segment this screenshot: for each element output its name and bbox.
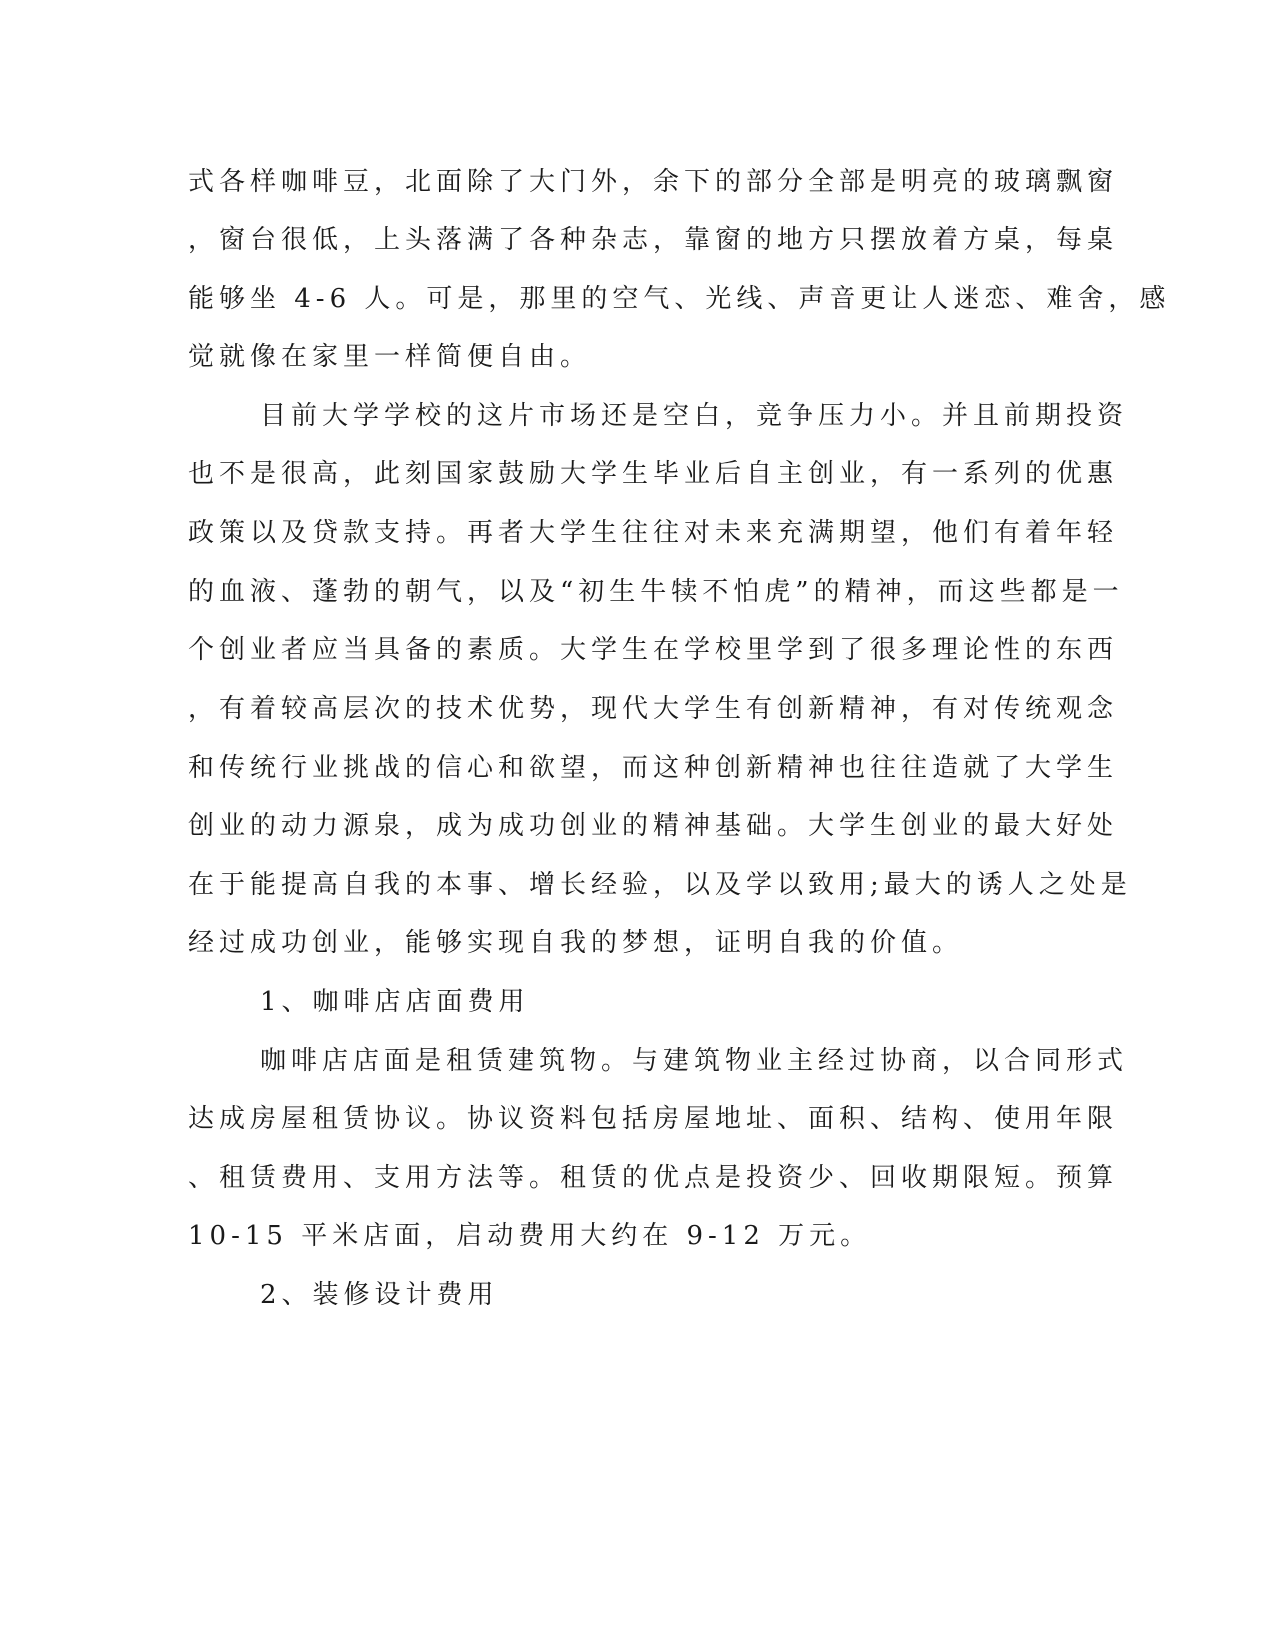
paragraph-line: 个创业者应当具备的素质。大学生在学校里学到了很多理论性的东西 bbox=[188, 635, 1119, 665]
paragraph-line: 目前大学学校的这片市场还是空白，竞争压力小。并且前期投资 bbox=[260, 401, 1129, 431]
paragraph-line: 能够坐 4-6 人。可是，那里的空气、光线、声音更让人迷恋、难舍，感 bbox=[188, 284, 1171, 314]
paragraph-line: 式各样咖啡豆，北面除了大门外，余下的部分全部是明亮的玻璃飘窗 bbox=[188, 167, 1119, 197]
paragraph-line: 、租赁费用、支用方法等。租赁的优点是投资少、回收期限短。预算 bbox=[188, 1163, 1119, 1193]
paragraph-line: 10-15 平米店面，启动费用大约在 9-12 万元。 bbox=[188, 1221, 872, 1251]
paragraph-line: 的血液、蓬勃的朝气，以及“初生牛犊不怕虎”的精神，而这些都是一 bbox=[188, 577, 1124, 607]
paragraph-line: 经过成功创业，能够实现自我的梦想，证明自我的价值。 bbox=[188, 928, 964, 958]
paragraph-line: ，有着较高层次的技术优势，现代大学生有创新精神，有对传统观念 bbox=[188, 694, 1119, 724]
paragraph-line: 在于能提高自我的本事、增长经验，以及学以致用;最大的诱人之处是 bbox=[188, 870, 1132, 900]
paragraph-line: 也不是很高，此刻国家鼓励大学生毕业后自主创业，有一系列的优惠 bbox=[188, 459, 1119, 489]
paragraph-line: 和传统行业挑战的信心和欲望，而这种创新精神也往往造就了大学生 bbox=[188, 753, 1119, 783]
paragraph-line: 达成房屋租赁协议。协议资料包括房屋地址、面积、结构、使用年限 bbox=[188, 1104, 1119, 1134]
paragraph-line: 咖啡店店面是租赁建筑物。与建筑物业主经过协商，以合同形式 bbox=[260, 1046, 1129, 1076]
section-heading: 2、装修设计费用 bbox=[260, 1280, 499, 1310]
paragraph-line: 觉就像在家里一样简便自由。 bbox=[188, 342, 592, 372]
paragraph-line: 政策以及贷款支持。再者大学生往往对未来充满期望，他们有着年轻 bbox=[188, 518, 1119, 548]
paragraph-line: 创业的动力源泉，成为成功创业的精神基础。大学生创业的最大好处 bbox=[188, 811, 1119, 841]
paragraph-line: ，窗台很低，上头落满了各种杂志，靠窗的地方只摆放着方桌，每桌 bbox=[188, 225, 1119, 255]
section-heading: 1、咖啡店店面费用 bbox=[260, 987, 530, 1017]
